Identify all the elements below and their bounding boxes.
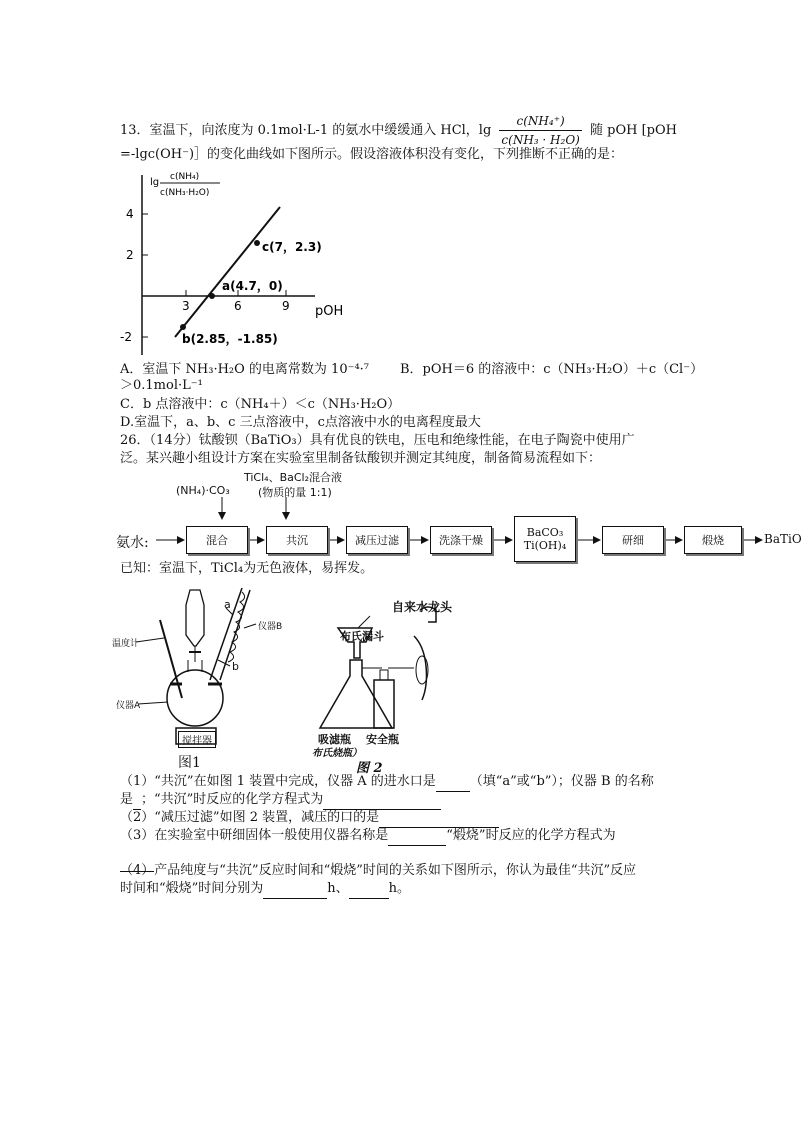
- q26-intro-line2: 泛。某兴趣小组设计方案在实验室里制备钛酸钡并测定其纯度，制备简易流程如下：: [120, 451, 602, 466]
- fig2-label-flask: 吸滤瓶: [318, 733, 351, 746]
- q13-graph: [120, 165, 360, 360]
- flow-input-ammonium-carbonate: (NH₄)·CO₃: [176, 484, 230, 497]
- flow-input-mixture: TiCl₄、BaCl₂混合液: [244, 471, 343, 484]
- q26-sub3-text: （3）在实验室中研细固体一般使用仪器名称是: [120, 828, 389, 843]
- point-a-marker: [209, 293, 215, 299]
- q26-sub1-text-b: （填“a”或“b”）；仪器 B 的名称: [469, 774, 654, 789]
- q26-sub4-text: 时间和“煅烧”时间分别为: [120, 881, 264, 896]
- flow-step-calcine: 煅烧: [684, 526, 742, 554]
- answer-blank-sub1-name[interactable]: [133, 791, 141, 810]
- point-a-label: a(4.7，0): [222, 279, 283, 293]
- q26-sub4-line1: （4）产品纯度与“共沉”反应时间和“煅烧”时间的关系如下图所示，你认为最佳“共沉”反应: [120, 863, 637, 878]
- q26-sub1-line2-a: 是: [120, 792, 134, 807]
- q13-stem-prefix: 13．室温下，向浓度为 0.1mol·L-1 的氨水中缓缓通入 HCl，lg: [120, 123, 492, 138]
- point-c-marker: [254, 240, 260, 246]
- fig2-label-funnel: 布氏漏斗: [340, 630, 384, 643]
- flow-end-product: BaTiO: [764, 532, 802, 546]
- ytick-4: 4: [126, 207, 134, 221]
- fig1-label-instrument-b: 仪器B: [258, 622, 283, 632]
- xtick-9: 9: [282, 299, 290, 313]
- answer-blank-sub1-equation[interactable]: [323, 791, 441, 810]
- q13-option-a: A．室温下 NH₃·H₂O 的电离常数为 10⁻⁴·⁷: [120, 362, 370, 377]
- q26-sub3-text-b: “煅烧”时反应的化学方程式为: [446, 828, 616, 843]
- answer-blank-sub1-inlet[interactable]: [436, 773, 470, 792]
- answer-blank-sub3-instrument[interactable]: [388, 827, 446, 846]
- q26-sub2: [120, 809, 499, 828]
- fig1-label-thermometer: 温度计: [112, 639, 140, 649]
- graph-ylabel-prefix: lg: [150, 177, 160, 188]
- graph-xlabel: pOH: [315, 304, 344, 319]
- flow-step-coprecipitate: 共沉: [266, 526, 328, 554]
- flow-step-wash-dry: 洗涤干燥: [430, 526, 492, 554]
- ytick-2: 2: [126, 248, 134, 262]
- flow-step-intermediate: BaCO₃ Ti(OH)₄: [514, 516, 576, 562]
- q26-intro-line1: 26．（14分）钛酸钡（BaTiO₃）具有优良的铁电，压电和绝缘性能，在电子陶瓷中使用广: [120, 433, 635, 448]
- q26-sub1-line1: [120, 773, 654, 792]
- xtick-3: 3: [182, 299, 190, 313]
- q13-option-b-continued: ＞0.1mol·L⁻¹: [120, 378, 203, 393]
- q26-sub2-text: （2）“减压过滤”如图 2 装置，减压的口的是: [120, 810, 380, 825]
- q26-known: 已知：室温下，TiCl₄为无色液体，易挥发。: [120, 561, 374, 576]
- q26-sub4-h2: h。: [388, 881, 411, 896]
- point-b-label: b(2.85，-1.85): [182, 332, 278, 346]
- q13-fraction: [499, 112, 581, 149]
- q13-option-d: D.室温下，a、b、c 三点溶液中，c点溶液中水的电离程度最大: [120, 415, 481, 430]
- flow-start-ammonia: 氨水:: [116, 535, 149, 551]
- fig2-caption: 图 2: [356, 761, 383, 776]
- q26-sub4-h1: h、: [327, 881, 349, 896]
- answer-blank-sub4-coprecipitate-time[interactable]: [263, 880, 327, 899]
- q13-stem-line1: [120, 112, 677, 149]
- fig1-label-instrument-a: 仪器A: [116, 701, 141, 711]
- xtick-6: 6: [234, 299, 242, 313]
- q13-fraction-denominator: c(NH₃ · H₂O): [501, 133, 580, 147]
- point-c-label: c(7，2.3): [262, 240, 322, 254]
- q13-option-c: C．b 点溶液中：c（NH₄＋）＜c（NH₃·H₂O）: [120, 397, 401, 412]
- fig2-label-flask-line2: 布氏烧瓶）: [312, 748, 362, 759]
- answer-blank-sub2[interactable]: [379, 809, 499, 828]
- fig1-label-b: b: [232, 660, 239, 673]
- answer-blank-sub4-calcine-time[interactable]: [349, 880, 389, 899]
- fig1-label-stirrer: 搅拌器: [178, 731, 216, 748]
- q26-sub1-line2: [120, 791, 441, 810]
- q13-stem-suffix: 随 pOH [pOH: [589, 123, 677, 138]
- q13-option-b: B．pOH＝6 的溶液中：c（NH₃·H₂O）＋c（Cl⁻）: [400, 362, 704, 377]
- fig1-label-a: a: [224, 598, 231, 611]
- q26-sub1-text: （1）“共沉”在如图 1 装置中完成，仪器 A 的进水口是: [120, 774, 436, 789]
- flow-step-grind: 研细: [602, 526, 664, 554]
- point-b-marker: [180, 324, 186, 330]
- q13-fraction-numerator: c(NH₄⁺): [499, 112, 581, 131]
- q26-sub1-line2-b: ；“共沉”时反应的化学方程式为: [141, 792, 324, 807]
- flow-input-ratio: (物质的量 1:1): [258, 486, 332, 499]
- fig2-label-safety: 安全瓶: [366, 733, 399, 746]
- flow-step-mix: 混合: [186, 526, 248, 554]
- q26-sub4-line2: [120, 880, 410, 899]
- flow-step-vacuum-filter: 减压过滤: [346, 526, 408, 554]
- q26-sub3: [120, 827, 616, 846]
- graph-ylabel-den: c(NH₃·H₂O): [160, 188, 210, 198]
- ytick-neg2: -2: [120, 330, 132, 344]
- graph-ylabel-num: c(NH₄): [170, 172, 200, 182]
- fig1-caption: 图1: [178, 755, 201, 771]
- fig2-label-tap: 自来水龙头: [392, 600, 453, 614]
- q13-stem-line2: =-lgc(OH⁻)］的变化曲线如下图所示。假设溶液体积没有变化，下列推断不正确的是：: [120, 147, 624, 162]
